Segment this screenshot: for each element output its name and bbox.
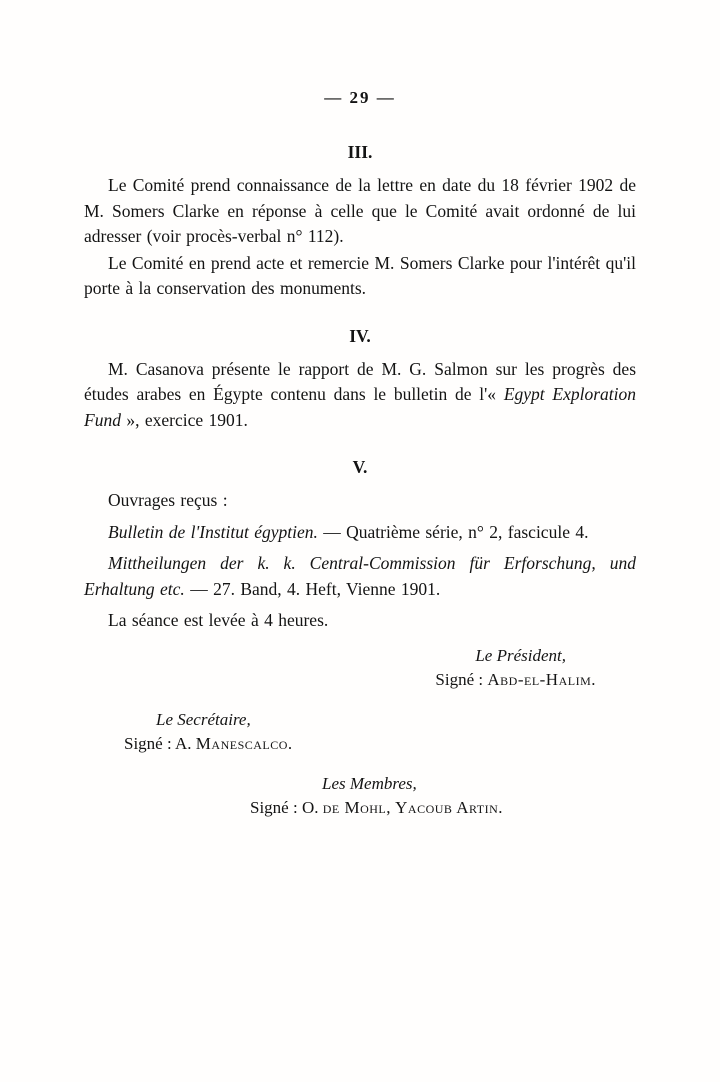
ouvrages-recus-intro: Ouvrages reçus : <box>108 490 228 510</box>
section-iv-paragraph <box>84 357 636 434</box>
secretary-title: Le Secrétaire, <box>156 709 251 729</box>
egypt-exploration-fund-title: Egypt Exploration Fund <box>84 384 636 430</box>
bulletin-institut-title: Bulletin de l'Institut égyptien. <box>108 521 318 542</box>
section-heading-v: V. <box>352 457 368 477</box>
ouvrage-item-1 <box>84 520 636 546</box>
section-iv-text-pre: M. Casanova présente le rapport de M. G. Salmon sur les progrès des études arabes en Égypte contenu dans le bulletin de l'« <box>84 358 636 404</box>
president-signed-prefix: Signé : <box>435 669 488 689</box>
section-iv-text-post: », exercice 1901. <box>120 409 248 430</box>
section-heading-iv: IV. <box>349 325 371 346</box>
members-signature-line <box>84 796 636 820</box>
members-title: Les Membres, <box>322 773 417 793</box>
section-iii-paragraph-2: Le Comité en prend acte et remercie M. Somers Clarke pour l'intérêt qu'il porte à la conservation des monuments. <box>84 252 636 298</box>
president-signature-line <box>84 668 596 692</box>
ouvrage-item-2 <box>84 551 636 602</box>
signature-secretary <box>84 708 636 756</box>
section-heading-iii: III. <box>347 142 373 162</box>
president-name: Abd-el-Halim. <box>487 669 596 689</box>
members-signed-prefix: Signé : O. <box>250 797 323 817</box>
secretary-signature-line <box>84 732 636 756</box>
section-iii-paragraph-1: Le Comité prend connaissance de la lettre en date du 18 février 1902 de M. Somers Clarke en réponse à celle que le Comité avait ordonné de lui adresser (voir procès-verbal n° 112). <box>84 175 636 246</box>
members-names: de Mohl, Yacoub Artin. <box>322 797 504 817</box>
secretary-signed-prefix: Signé : A. <box>124 733 196 753</box>
signature-president <box>84 644 636 692</box>
president-title: Le Président, <box>475 645 566 665</box>
signature-members <box>84 772 636 820</box>
ouvrage-item-2-details: — 27. Band, 4. Heft, Vienne 1901. <box>184 578 441 599</box>
page-number: — 29 — <box>324 88 396 107</box>
ouvrage-item-1-details: — Quatrième série, n° 2, fascicule 4. <box>317 521 589 542</box>
secretary-name: Manescalco. <box>195 733 293 753</box>
mittheilungen-title: Mittheilungen der k. k. Central-Commission für Erforschung, und Erhaltung etc. <box>84 553 636 599</box>
closing-sentence: La séance est levée à 4 heures. <box>108 610 329 630</box>
